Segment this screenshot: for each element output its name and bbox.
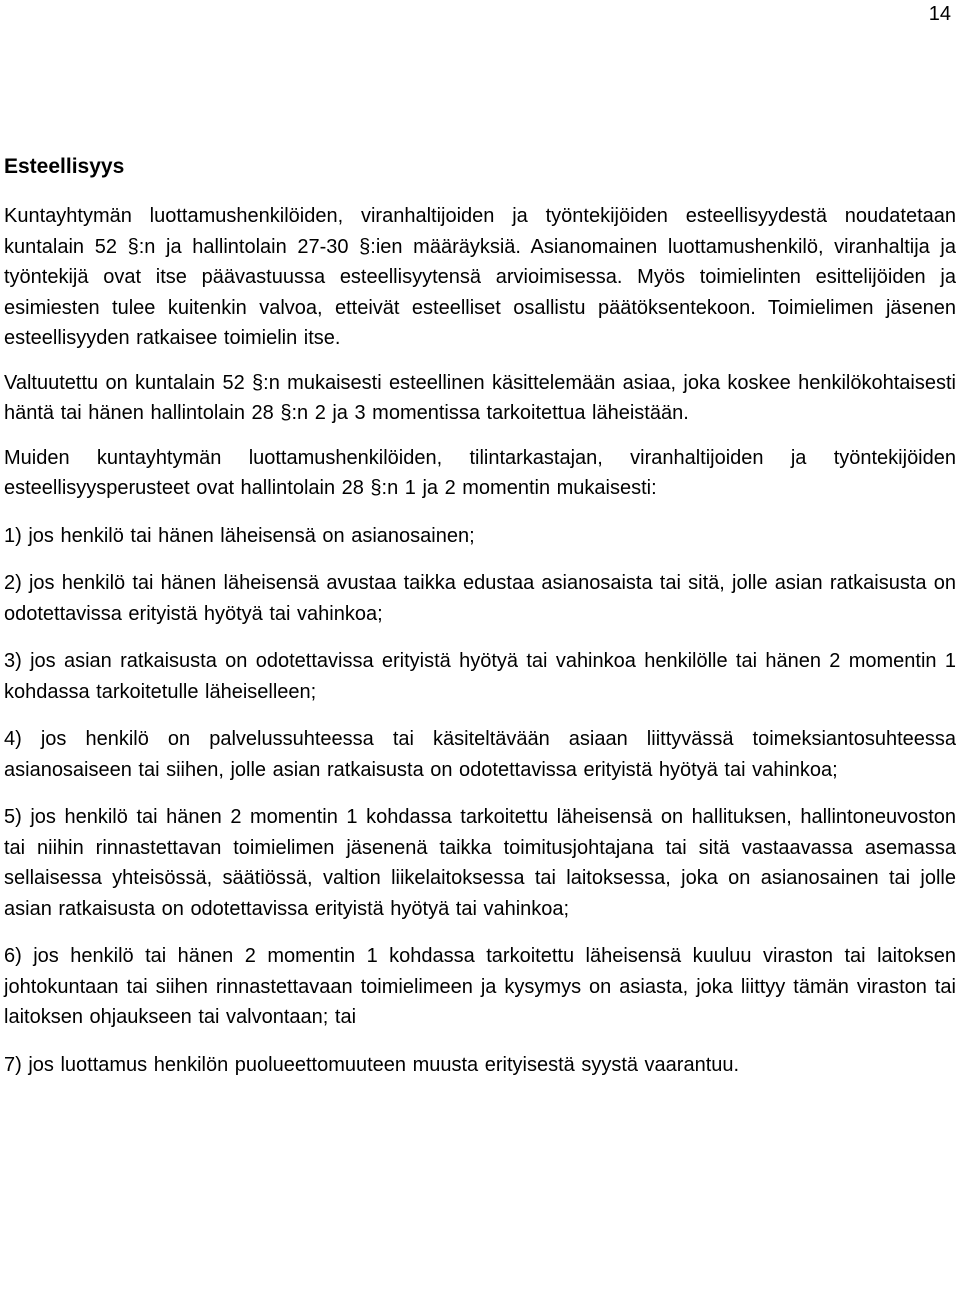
paragraph-muiden-esteellisyysperusteet: Muiden kuntayhtymän luottamushenkilöiden, tilintarkastajan, viranhaltijoiden ja työntekijöiden esteellisyysperusteet ovat hallintolain 28 §:n 1 ja 2 momentin mukaisesti: xyxy=(4,446,956,499)
section-heading: Esteellisyys xyxy=(4,155,125,178)
list-item-6: 6) jos henkilö tai hänen 2 momentin 1 kohdassa tarkoitettu läheisensä kuuluu viraston tai laitoksen johtokuntaan tai siihen rinnastettavaan toimielimeen ja kysymys on asiasta, joka liittyy tämän viraston tai laitoksen ohjaukseen tai valvontaan; tai xyxy=(4,945,956,1028)
list-item-5: 5) jos henkilö tai hänen 2 momentin 1 kohdassa tarkoitettu läheisensä on hallituksen, hallintoneuvoston tai niihin rinnastettavan toimielimen jäsenenä taikka toimitusjohtajana tai sitä vastaavassa asemassa sellaisessa yhteisössä, säätiössä, valtion liikelaitoksessa tai laitoksessa, joka on asianosainen tai jolle asian ratkaisusta on odotettavissa erityistä hyötyä tai vahinkoa; xyxy=(4,806,956,920)
list-item-2: 2) jos henkilö tai hänen läheisensä avustaa taikka edustaa asianosaista tai sitä, jolle asian ratkaisusta on odotettavissa erityistä hyötyä tai vahinkoa; xyxy=(4,572,956,625)
list-item-1: 1) jos henkilö tai hänen läheisensä on asianosainen; xyxy=(4,524,475,547)
page-number: 14 xyxy=(928,3,951,25)
list-item-4: 4) jos henkilö on palvelussuhteessa tai käsiteltävään asiaan liittyvässä toimeksiantosuhteessa asianosaiseen tai siihen, jolle asian ratkaisusta on odotettavissa erityistä hyötyä tai vahinkoa; xyxy=(4,728,956,781)
paragraph-esteellisyys-intro: Kuntayhtymän luottamushenkilöiden, viranhaltijoiden ja työntekijöiden esteellisyydestä noudatetaan kuntalain 52 §:n ja hallintolain 27-30 §:ien määräyksiä. Asianomainen luottamushenkilö, viranhaltija ja työntekijä ovat itse päävastuussa esteellisyytensä arvioimisessa. Myös toimielinten esittelijöiden ja esimiesten tulee kuitenkin valvoa, etteivät esteelliset osallistu päätöksentekoon. Toimielimen jäsenen esteellisyyden ratkaisee toimielin itse. xyxy=(4,205,956,349)
paragraph-valtuutettu: Valtuutettu on kuntalain 52 §:n mukaisesti esteellinen käsittelemään asiaa, joka koskee henkilökohtaisesti häntä tai hänen hallintolain 28 §:n 2 ja 3 momentissa tarkoitettua läheistään. xyxy=(4,371,956,424)
list-item-7: 7) jos luottamus henkilön puolueettomuuteen muusta erityisestä syystä vaarantuu. xyxy=(4,1053,740,1076)
list-item-3: 3) jos asian ratkaisusta on odotettavissa erityistä hyötyä tai vahinkoa henkilölle tai hänen 2 momentin 1 kohdassa tarkoitetulle läheiselleen; xyxy=(4,650,956,703)
document-body xyxy=(4,152,956,1080)
